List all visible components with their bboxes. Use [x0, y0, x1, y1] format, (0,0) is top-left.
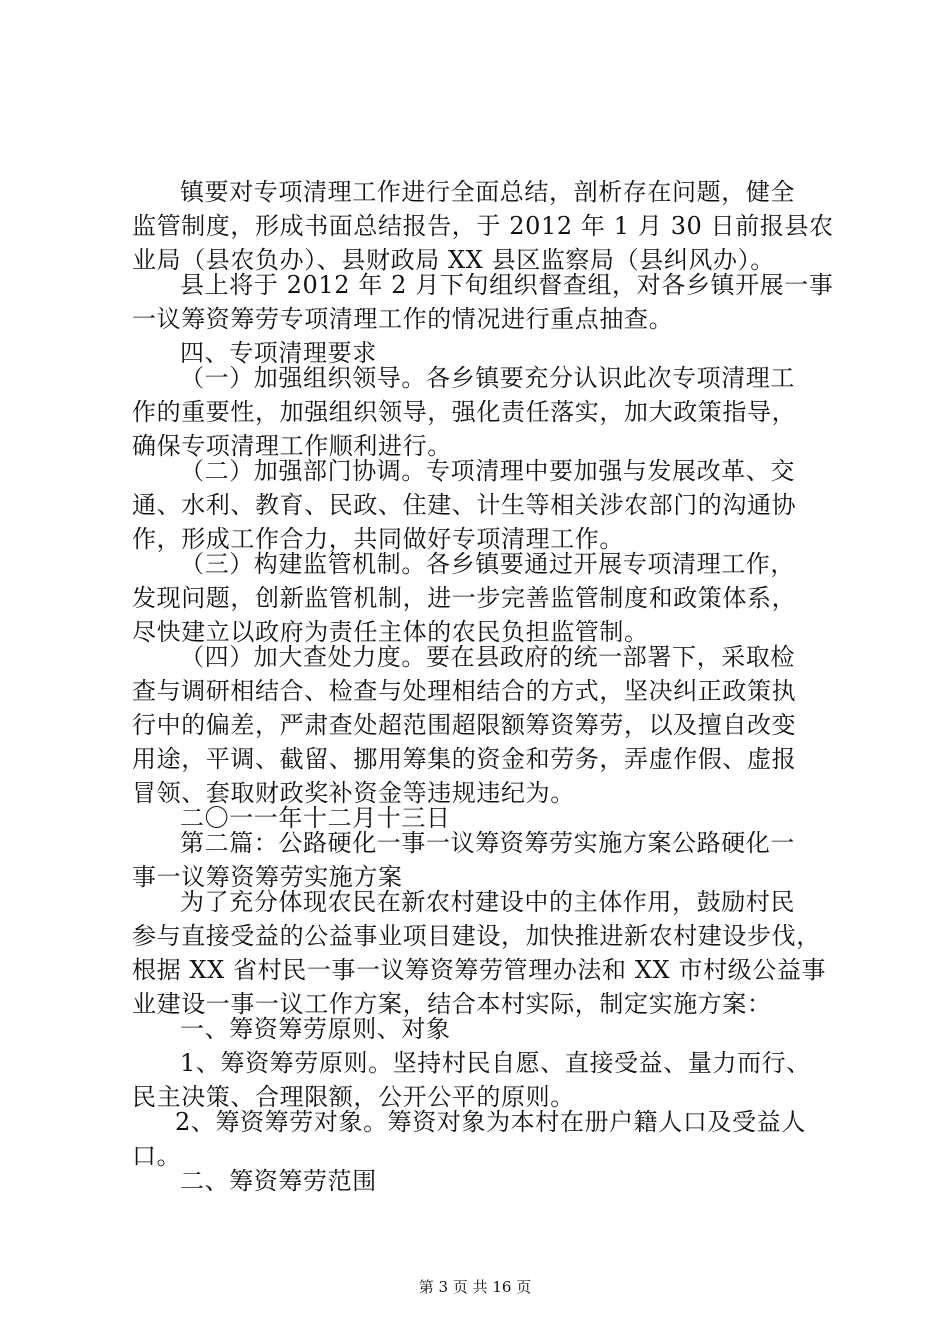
text-line: 2、筹资筹劳对象。筹资对象为本村在册户籍人口及受益人: [175, 1108, 806, 1136]
text-line: 查与调研相结合、检查与处理相结合的方式，坚决纠正政策执: [132, 677, 797, 705]
date-line: 二〇一一年十二月十三日: [180, 804, 451, 832]
text-line: 用途，平调、截留、挪用筹集的资金和劳务，弄虚作假、虚报: [132, 745, 797, 773]
chapter-heading: 第二篇：公路硬化一事一议筹资筹劳实施方案公路硬化一: [180, 829, 795, 857]
section-heading: 二、筹资筹劳范围: [180, 1167, 377, 1195]
text-line: 业局（县农负办）、县财政局 XX 县区监察局（县纠风办）。: [132, 246, 775, 274]
text-line: 一议筹资筹劳专项清理工作的情况进行重点抽查。: [132, 305, 674, 333]
text-line: 冒领、套取财政奖补资金等违规违纪为。: [132, 779, 575, 807]
text-line: 发现问题，创新监管机制，进一步完善监管制度和政策体系，: [132, 584, 797, 612]
text-line: 为了充分体现农民在新农村建设中的主体作用，鼓励村民: [180, 888, 795, 916]
text-line: 1、筹资筹劳原则。坚持村民自愿、直接受益、量力而行、: [180, 1049, 811, 1077]
text-line: （二）加强部门协调。专项清理中要加强与发展改革、交: [180, 457, 795, 485]
text-line: 行中的偏差，严肃查处超范围超限额筹资筹劳，以及擅自改变: [132, 711, 797, 739]
text-line: （三）构建监管机制。各乡镇要通过开展专项清理工作，: [180, 550, 795, 578]
text-line: 县上将于 2012 年 2 月下旬组织督查组，对各乡镇开展一事: [180, 271, 834, 299]
text-line: 尽快建立以政府为责任主体的农民负担监管制。: [132, 618, 649, 646]
text-line: 确保专项清理工作顺利进行。: [132, 432, 452, 460]
text-line: 民主决策、合理限额，公开公平的原则。: [132, 1083, 575, 1111]
text-line: 口。: [132, 1142, 182, 1170]
text-line: 参与直接受益的公益事业项目建设，加快推进新农村建设步伐，: [132, 922, 821, 950]
section-heading: 一、筹资筹劳原则、对象: [180, 1015, 451, 1043]
page-number: 第 3 页 共 16 页: [418, 1278, 532, 1296]
text-line: 监管制度，形成书面总结报告，于 2012 年 1 月 30 日前报县农: [132, 212, 834, 240]
text-line: 作，形成工作合力，共同做好专项清理工作。: [132, 525, 624, 553]
text-line: （一）加强组织领导。各乡镇要充分认识此次专项清理工: [180, 364, 795, 392]
section-heading: 四、专项清理要求: [180, 339, 377, 367]
text-line: 根据 XX 省村民一事一议筹资筹劳管理办法和 XX 市村级公益事: [132, 956, 827, 984]
text-line: 通、水利、教育、民政、住建、计生等相关涉农部门的沟通协: [132, 491, 797, 519]
text-line: 作的重要性，加强组织领导，强化责任落实，加大政策指导，: [132, 398, 797, 426]
text-line: 业建设一事一议工作方案，结合本村实际，制定实施方案：: [132, 990, 772, 1018]
text-line: 镇要对专项清理工作进行全面总结，剖析存在问题，健全: [180, 178, 795, 206]
text-line: （四）加大查处力度。要在县政府的统一部署下，采取检: [180, 643, 795, 671]
chapter-heading: 事一议筹资筹劳实施方案: [132, 863, 403, 891]
